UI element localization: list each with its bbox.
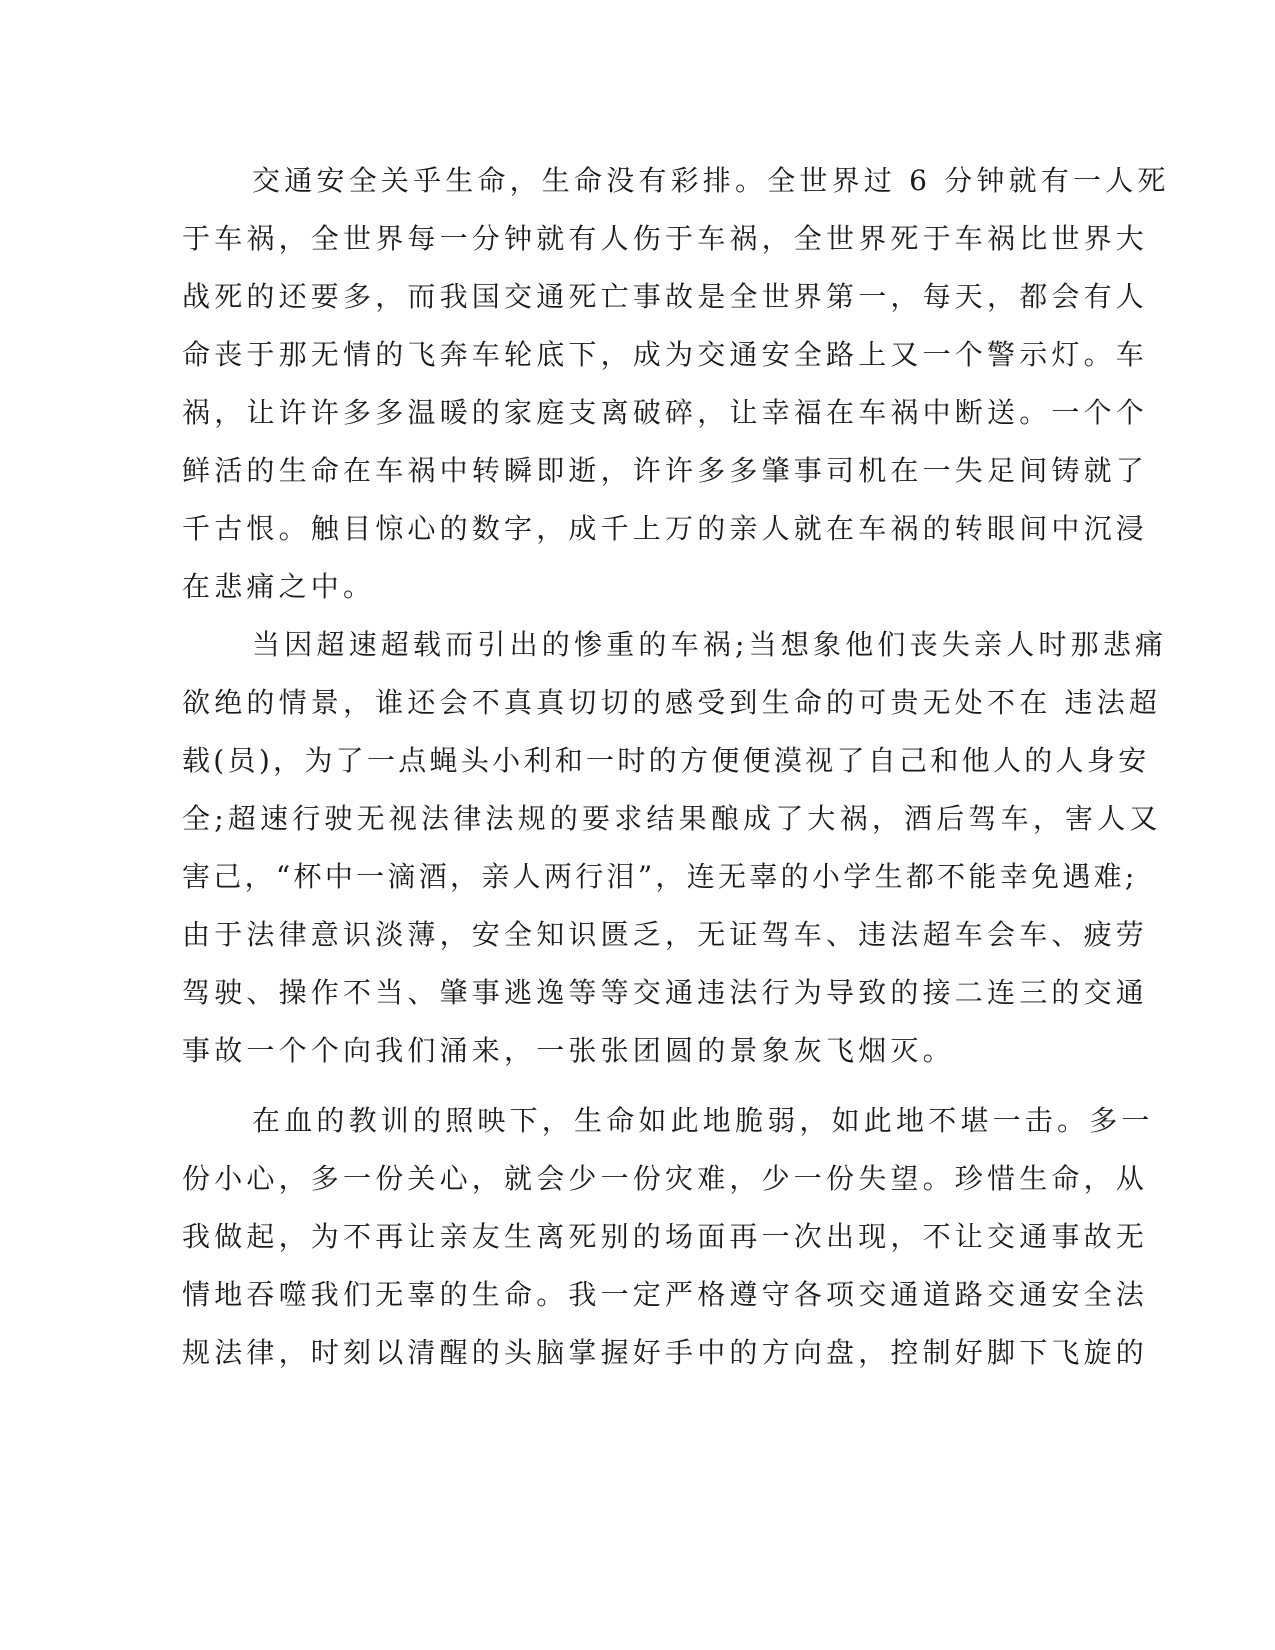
paragraph-2-line-2: 欲绝的情景，谁还会不真真切切的感受到生命的可贵无处不在 违法超 xyxy=(182,686,1162,719)
paragraph-1-line-4: 命丧于那无情的飞奔车轮底下，成为交通安全路上又一个警示灯。车 xyxy=(182,338,1149,371)
paragraph-3-line-2: 份小心，多一份关心，就会少一份灾难，少一份失望。珍惜生命，从 xyxy=(182,1162,1149,1195)
paragraph-2-line-7: 驾驶、操作不当、肇事逃逸等等交通违法行为导致的接二连三的交通 xyxy=(182,976,1149,1009)
paragraph-2-line-8: 事故一个个向我们涌来，一张张团圆的景象灰飞烟灭。 xyxy=(182,1034,955,1067)
paragraph-3-line-4: 情地吞噬我们无辜的生命。我一定严格遵守各项交通道路交通安全法 xyxy=(182,1278,1149,1311)
paragraph-3-line-5: 规法律，时刻以清醒的头脑掌握好手中的方向盘，控制好脚下飞旋的 xyxy=(182,1336,1149,1369)
paragraph-1-line-7: 千古恨。触目惊心的数字，成千上万的亲人就在车祸的转眼间中沉浸 xyxy=(182,512,1149,545)
paragraph-2-line-6: 由于法律意识淡薄，安全知识匮乏，无证驾车、违法超车会车、疲劳 xyxy=(182,918,1149,951)
paragraph-2-line-1: 当因超速超载而引出的惨重的车祸;当想象他们丧失亲人时那悲痛 xyxy=(252,628,1168,661)
paragraph-1-line-6: 鲜活的生命在车祸中转瞬即逝，许许多多肇事司机在一失足间铸就了 xyxy=(182,454,1149,487)
paragraph-2-line-5: 害己，“杯中一滴酒，亲人两行泪”，连无辜的小学生都不能幸免遇难; xyxy=(182,860,1138,893)
paragraph-3-line-3: 我做起，为不再让亲友生离死别的场面再一次出现，不让交通事故无 xyxy=(182,1220,1149,1253)
paragraph-1-line-2: 于车祸，全世界每一分钟就有人伤于车祸，全世界死于车祸比世界大 xyxy=(182,222,1149,255)
paragraph-1-line-1: 交通安全关乎生命，生命没有彩排。全世界过 6 分钟就有一人死 xyxy=(252,164,1170,197)
paragraph-3-line-1: 在血的教训的照映下，生命如此地脆弱，如此地不堪一击。多一 xyxy=(252,1104,1154,1137)
paragraph-1-line-5: 祸，让许许多多温暖的家庭支离破碎，让幸福在车祸中断送。一个个 xyxy=(182,396,1149,429)
paragraph-1-line-3: 战死的还要多，而我国交通死亡事故是全世界第一，每天，都会有人 xyxy=(182,280,1149,313)
paragraph-2-line-3: 载(员)，为了一点蝇头小利和一时的方便便漠视了自己和他人的人身安 xyxy=(182,744,1150,777)
paragraph-2-line-4: 全;超速行驶无视法律法规的要求结果酿成了大祸，酒后驾车，害人又 xyxy=(182,802,1162,835)
paragraph-1-line-8: 在悲痛之中。 xyxy=(182,570,376,603)
